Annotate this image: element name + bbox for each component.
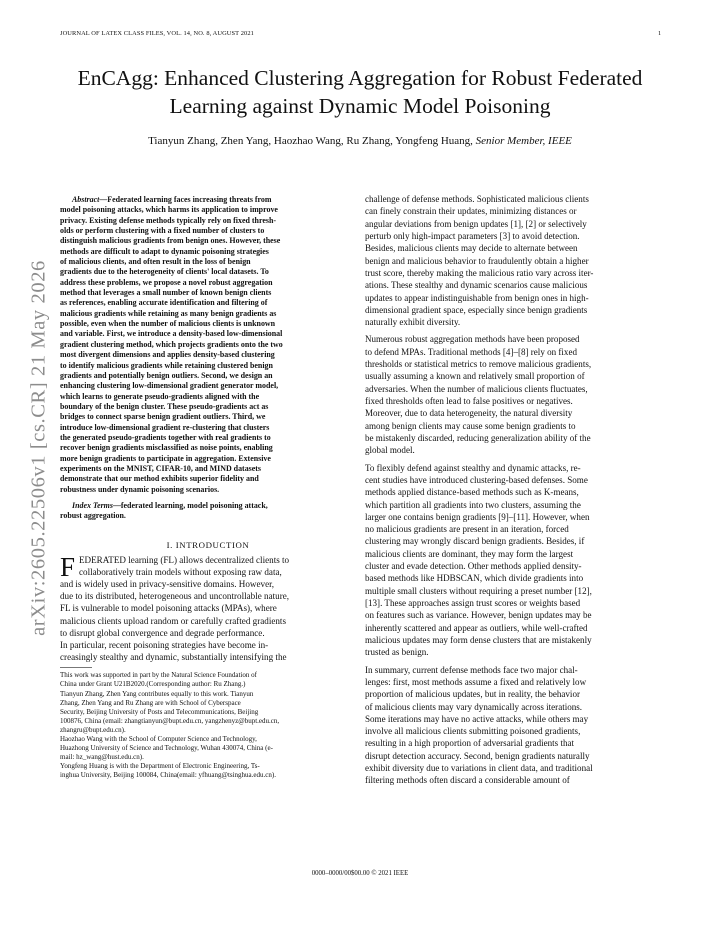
text-line: multiple small clusters without requiring a preset number [12], xyxy=(365,585,592,596)
text-line: proportion of malicious updates, but in reality, the behavior xyxy=(365,689,580,700)
title-line: EnCAgg: Enhanced Clustering Aggregation for Robust Federated xyxy=(77,66,643,90)
text-line: collaboratively train models without exposing raw data, xyxy=(79,566,282,577)
paragraph xyxy=(365,462,661,659)
text-line: cent studies have introduced clustering-based defenses. Some xyxy=(365,474,588,485)
text-line: among benign clients may cause some benign gradients to xyxy=(365,420,576,431)
index-terms xyxy=(60,501,356,522)
text-line: 100876, China (email: zhangtianyun@bupt.edu.cn, yangzhenyz@bupt.edu.cn, xyxy=(60,716,280,725)
text-line: cluster and evade detection. Other methods applied density- xyxy=(365,561,582,572)
text-line: Some iterations may have no active attacks, while others may xyxy=(365,713,589,724)
text-line: most divergent dimensions and applies density-based clustering xyxy=(60,350,275,360)
abstract xyxy=(60,195,356,495)
text-line: clustering may wrongly discard benign gradients. Besides, if xyxy=(365,536,585,547)
text-line: to identify malicious gradients while retaining clustered benign xyxy=(60,360,273,370)
text-line: of malicious clients may vary dynamically across iterations. xyxy=(365,701,583,712)
index-terms-text: —federated learning, model poisoning attack, xyxy=(112,500,268,510)
author-names: Tianyun Zhang, Zhen Yang, Haozhao Wang, Ru Zhang, Yongfeng Huang, xyxy=(148,135,473,147)
text-line: ations. These stealthy and dynamic scenarios cause malicious xyxy=(365,280,588,291)
text-line: filtering methods often discard a considerable amount of xyxy=(365,775,570,786)
text-line: perturb only high-impact parameters [3] to avoid detection. xyxy=(365,230,580,241)
text-line: which partition all gradients into two clusters, assuming the xyxy=(365,499,581,510)
text-line: inghua University, Beijing 100084, China(email: yfhuang@tsinghua.edu.cn). xyxy=(60,771,276,780)
text-line: This work was supported in part by the Natural Science Foundation of xyxy=(60,671,257,680)
text-line: In particular, recent poisoning strategies have become in- xyxy=(60,639,269,650)
text-line: can finely constrain their updates, minimizing distances or xyxy=(365,206,577,217)
paragraph xyxy=(365,193,661,328)
text-line: gradient clustering method, which projects gradients onto the two xyxy=(60,339,283,349)
text-line: robustness under dynamic poisoning scenarios. xyxy=(60,484,220,494)
footnotes xyxy=(60,671,356,780)
text-line: on features such as variance. However, benign updates may be xyxy=(365,610,592,621)
text-line xyxy=(60,501,356,511)
text-line: boundary of the benign cluster. These pseudo-gradients act as xyxy=(60,401,269,411)
text-line: gradients and potentially benign outliers. Second, we design an xyxy=(60,370,273,380)
text-line: mail: hz_wang@hust.edu.cn). xyxy=(60,753,144,762)
text-line: distinguish malicious gradients from benign ones. However, these xyxy=(60,236,281,246)
paragraph xyxy=(365,333,661,456)
text-line: recover benign gradients misclassified as noise points, enabling xyxy=(60,443,273,453)
text-line: olds or perform clustering with a fixed number of clusters to xyxy=(60,226,265,236)
text-line: benign and malicious behavior to fraudulently obtain a higher xyxy=(365,255,589,266)
left-column xyxy=(60,195,356,780)
copyright-footer: 0000–0000/00$00.00 © 2021 IEEE xyxy=(311,870,409,877)
text-line: introduce low-dimensional gradient re-clustering that clusters xyxy=(60,422,270,432)
text-line: malicious updates may form dense clusters that are mistakenly xyxy=(365,634,592,645)
text-line: lenges: first, most methods assume a fixed and relatively low xyxy=(365,676,587,687)
text-line: [13]. These approaches assign trust scores or weights based xyxy=(365,598,581,608)
introduction-text xyxy=(60,551,356,664)
text-line: bridges to connect sparse benign gradient outliers. Third, we xyxy=(60,412,266,422)
text-line: In summary, current defense methods face two major chal- xyxy=(365,664,578,675)
text-line: To flexibly defend against stealthy and dynamic attacks, re- xyxy=(365,462,581,473)
dropcap-letter: F xyxy=(60,551,76,582)
text-line: which learns to generate pseudo-gradients aligned with the xyxy=(60,391,260,401)
text-line: Numerous robust aggregation methods have been proposed xyxy=(365,334,580,345)
text-line: be mistakenly discarded, reducing generalization ability of the xyxy=(365,432,591,443)
text-line: malicious clients upload random or carefully crafted gradients xyxy=(60,615,286,626)
text-line: challenge of defense methods. Sophisticated malicious clients xyxy=(365,194,589,204)
text-line xyxy=(60,195,356,205)
text-line: malicious clients are dominant, they may form the largest xyxy=(365,548,574,559)
text-line: and variable. First, we introduce a density-based low-dimensional xyxy=(60,329,283,339)
abstract-text: —Federated learning faces increasing threats from xyxy=(99,195,272,204)
author-list xyxy=(60,135,660,147)
text-line: naturally exhibit diversity. xyxy=(365,317,461,328)
text-line: larger one contains benign gradients [9]–[11]. However, when xyxy=(365,511,590,522)
text-line: privacy. Existing defense methods typically rely on fixed thresh- xyxy=(60,215,277,225)
title-line: Learning against Dynamic Model Poisoning xyxy=(169,94,551,118)
text-line: demonstrate that our method exhibits superior fidelity and xyxy=(60,474,259,484)
text-line: Huazhong University of Science and Technology, Wuhan 430074, China (e- xyxy=(60,744,273,753)
index-terms-label: Index Terms xyxy=(72,500,113,510)
page-number: 1 xyxy=(658,30,662,37)
text-line: methods applied distance-based methods such as K-means, xyxy=(365,487,579,498)
footnote-rule xyxy=(60,667,92,668)
text-line: due to its distributed, heterogeneous and uncontrollable nature, xyxy=(60,591,290,602)
text-line: zhangru@bupt.edu.cn). xyxy=(60,725,126,734)
text-line: based methods like HDBSCAN, which divide gradients into xyxy=(365,573,584,584)
text-line: the generated pseudo-gradients together with real gradients to xyxy=(60,432,271,442)
text-line: experiments on the MNIST, CIFAR-10, and MIND datasets xyxy=(60,463,262,473)
text-line: updates to appear indistinguishable from benign ones in high- xyxy=(365,292,589,303)
text-line: and is widely used in privacy-sensitive domains. However, xyxy=(60,579,275,590)
text-line: to disrupt global convergence and degrade performance. xyxy=(60,627,265,638)
text-line: Zhang, Zhen Yang and Ru Zhang are with School of Cyberspace xyxy=(60,698,241,707)
text-line: FL is vulnerable to model poisoning attacks (MPAs), where xyxy=(60,603,277,614)
text-line: adversaries. When the number of malicious clients fluctuates, xyxy=(365,383,588,394)
text-line: methods are difficult to adapt to dynamic poisoning strategies xyxy=(60,246,269,256)
running-header: JOURNAL OF LATEX CLASS FILES, VOL. 14, NO. 8, AUGUST 2021 xyxy=(60,30,254,37)
text-line: Haozhao Wang with the School of Computer Science and Technology, xyxy=(60,735,257,743)
text-line: dimensional gradient space, especially since benign gradients xyxy=(365,304,588,315)
paper-title xyxy=(60,64,660,120)
text-line: global model. xyxy=(365,445,415,456)
text-line: resulting in a high proportion of adversarial gradients that xyxy=(365,738,575,749)
text-line: possible, even when the number of malicious clients is unknown xyxy=(60,319,276,329)
text-line: of malicious clients, and often result in the loss of benign xyxy=(60,257,251,267)
section-heading: I. INTRODUCTION xyxy=(166,539,250,550)
abstract-label: Abstract xyxy=(72,195,100,204)
text-line: China under Grant U21B2020.(Corresponding author: Ru Zhang.) xyxy=(60,680,246,689)
text-line: more benign gradients to participate in aggregation. Extensive xyxy=(60,453,271,463)
author-role: Senior Member, IEEE xyxy=(475,135,572,147)
text-line: Tianyun Zhang, Zhen Yang contributes equally to this work. Tianyun xyxy=(60,689,254,698)
text-line: Moreover, due to data heterogeneity, the natural diversity xyxy=(365,408,573,419)
text-line: no malicious gradients are present in an iteration, forced xyxy=(365,524,569,535)
text-line: method that leverages a small number of known benign clients xyxy=(60,288,272,298)
right-column xyxy=(365,193,661,787)
paragraph xyxy=(365,664,661,787)
text-line: usually assuming a known and relatively small proportion of xyxy=(365,371,585,382)
text-line: enhancing clustering low-dimensional gradient generator model, xyxy=(60,381,279,391)
arxiv-stamp: arXiv:2605.22506v1 [cs.CR] 21 May 2026 xyxy=(27,260,50,636)
text-line: fixed thresholds often lead to false positives or negatives. xyxy=(365,396,573,406)
text-line: disrupt detection accuracy. Second, benign gradients naturally xyxy=(365,750,590,761)
text-line: angular deviations from benign updates [1], [2] or selectively xyxy=(365,218,587,229)
text-line: trusted as benign. xyxy=(365,647,429,658)
text-line: model poisoning attacks, which harms its application to improve xyxy=(60,205,278,215)
text-line: robust aggregation. xyxy=(60,511,126,521)
text-line: trust score, thereby making the malicious ratio vary across iter- xyxy=(365,267,594,278)
dropcap-paragraph xyxy=(60,551,356,582)
text-line: exhibit diversity due to variations in client data, and traditional xyxy=(365,763,593,774)
text-line: address these problems, we propose a novel robust aggregation xyxy=(60,277,273,287)
text-line: EDERATED learning (FL) allows decentralized clients to xyxy=(79,554,290,565)
text-line: thresholds or statistical metrics to remove malicious gradients, xyxy=(365,359,592,370)
text-line: to defend MPAs. Traditional methods [4]–[8] rely on fixed xyxy=(365,346,577,357)
text-line: Yongfeng Huang is with the Department of Electronic Engineering, Ts- xyxy=(60,762,260,771)
text-line: Besides, malicious clients may decide to alternate between xyxy=(365,243,578,254)
text-line: creasingly stealthy and dynamic, substantially intensifying the xyxy=(60,652,287,663)
text-line: involve all malicious clients submitting poisoned gradients, xyxy=(365,726,581,737)
text-line: malicious gradients while retaining as many benign gradients as xyxy=(60,308,277,318)
text-line: gradients due to the heterogeneity of clients' local datasets. To xyxy=(60,267,269,277)
text-line: Security, Beijing University of Posts and Telecommunications, Beijing xyxy=(60,707,259,716)
text-line: as references, enabling accurate identification and filtering of xyxy=(60,298,268,308)
text-line: inherently scattered and appear as outliers, while well-crafted xyxy=(365,622,588,633)
